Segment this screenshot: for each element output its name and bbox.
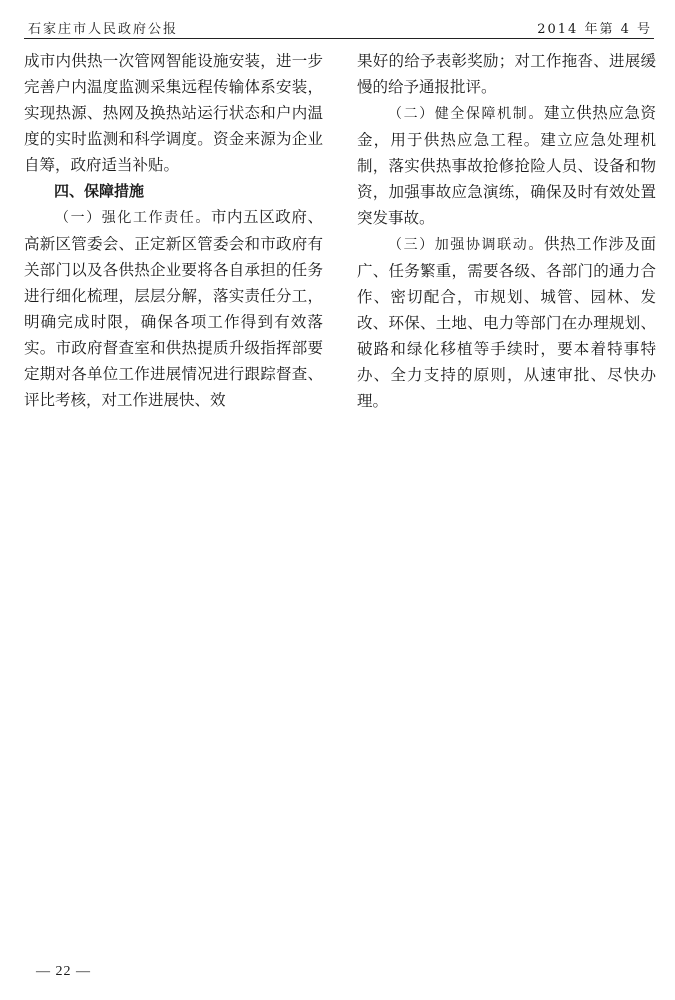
right-paragraph-continued: 果好的给予表彰奖励；对工作拖沓、进展缓慢的给予通报批评。 (357, 52, 656, 96)
subsection-title-3: （三）加强协调联动。 (388, 237, 544, 253)
page-header (24, 16, 654, 39)
right-column (357, 48, 656, 414)
left-paragraph-responsibility (24, 204, 323, 413)
right-paragraph-mechanism (357, 100, 656, 231)
left-column (24, 48, 323, 413)
subsection-title-1: （一）强化工作责任。 (55, 210, 211, 226)
right-paragraph-coordination (357, 231, 656, 414)
section-heading: 四、保障措施 (54, 182, 145, 200)
publication-title: 石家庄市人民政府公报 (28, 22, 179, 37)
subsection-body-1: 市内五区政府、高新区管委会、正定新区管委会和市政府有关部门以及各供热企业要将各自承担的任务进行细化梳理，层层分解，落实责任分工，明确完成时限，确保各项工作得到有效落实。市政府督查室和供热提质升级指挥部要定期对各单位工作进展情况进行跟踪督查、评比考核，对工作进展快、效 (24, 208, 323, 409)
issue-number: 2014 年第 4 号 (537, 22, 652, 37)
subsection-title-2: （二）健全保障机制。 (388, 106, 544, 122)
subsection-body-2: 建立供热应急资金，用于供热应急工程。建立应急处理机制，落实供热事故抢修抢险人员、设备和物资，加强事故应急演练，确保及时有效处置突发事故。 (357, 104, 656, 227)
subsection-body-3: 供热工作涉及面广、任务繁重，需要各级、各部门的通力合作、密切配合，市规划、城管、园林、发改、环保、土地、电力等部门在办理规划、破路和绿化移植等手续时，要本着特事特办、全力支持的原则，从速审批、尽快办理。 (357, 235, 656, 410)
page-number: — 22 — (36, 964, 91, 979)
left-paragraph-continued: 成市内供热一次管网智能设施安装，进一步完善户内温度监测采集远程传输体系安装，实现热源、热网及换热站运行状态和户内温度的实时监测和科学调度。资金来源为企业自筹，政府适当补贴。 (24, 52, 323, 174)
